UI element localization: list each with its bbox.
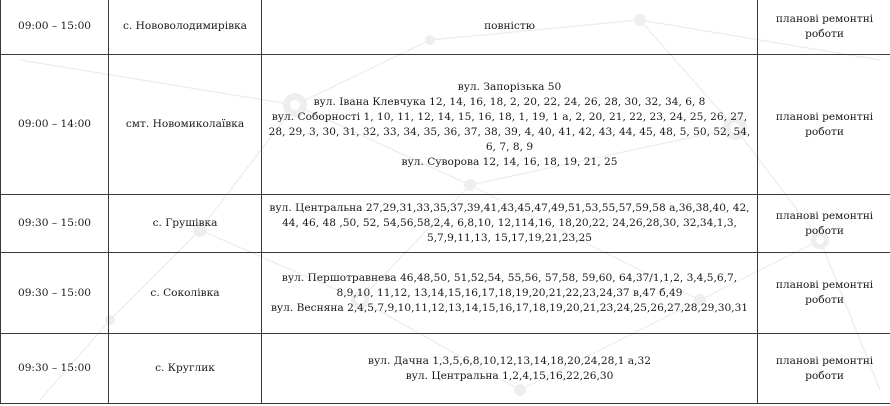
street-line: вул. Центральна 1,2,4,15,16,22,26,30 bbox=[405, 369, 614, 382]
table-row bbox=[1, 195, 890, 253]
outage-reason: планові ремонтні роботи bbox=[758, 334, 890, 404]
settlement-name: с. Соколівка bbox=[109, 253, 262, 334]
street-line: вул. Центральна 27,29,31,33,35,37,39,41,43,45,47,49,51,53,55,57,59,58 а,36,38,40, 42, 44, 46, 48 ,50, 52, 54,56,58,2,4, 6,8,10, 12,114,16, 18,20,22, 24,26,28,30, 32,34,1,3, 5,7,9,11,13, 15,17,19,21,23,25 bbox=[269, 202, 750, 244]
outage-reason: планові ремонтні роботи bbox=[758, 195, 890, 253]
outage-reason: планові ремонтні роботи bbox=[758, 0, 890, 55]
street-line: вул. Суворова 12, 14, 16, 18, 19, 21, 25 bbox=[401, 155, 618, 168]
outage-time: 09:30 – 15:00 bbox=[1, 253, 109, 334]
settlement-name: смт. Новомиколаївка bbox=[109, 55, 262, 195]
street-line: вул. Весняна 2,4,5,7,9,10,11,12,13,14,15,16,17,18,19,20,21,23,24,25,26,27,28,29,30,31 bbox=[270, 301, 749, 314]
street-line: повністю bbox=[484, 20, 535, 32]
table-row bbox=[1, 253, 890, 334]
outage-reason: планові ремонтні роботи bbox=[758, 55, 890, 195]
street-line: вул. Першотравнева 46,48,50, 51,52,54, 55,56, 57,58, 59,60, 64,37/1,1,2, 3,4,5,6,7, 8,9,10, 11,12, 13,14,15,16,17,18,19,20,21,22,23,24,37 в,47 б,49 bbox=[281, 271, 738, 299]
street-line: вул. Соборності 1, 10, 11, 12, 14, 15, 16, 18, 1, 19, 1 а, 2, 20, 21, 22, 23, 24, 25, 26, 27, 28, 29, 3, 30, 31, 32, 33, 34, 35, 36, 37, 38, 39, 4, 40, 41, 42, 43, 44, 45, 48, 5, 50, 52, 54, 6, 7, 8, 9 bbox=[268, 110, 751, 153]
outage-time: 09:00 – 15:00 bbox=[1, 0, 109, 55]
street-line: вул. Запорізька 50 bbox=[457, 80, 562, 93]
streets-cell bbox=[262, 334, 758, 404]
streets-cell bbox=[262, 195, 758, 253]
table-row bbox=[1, 55, 890, 195]
outage-reason: планові ремонтні роботи bbox=[758, 253, 890, 334]
street-line: вул. Дачна 1,3,5,6,8,10,12,13,14,18,20,24,28,1 а,32 bbox=[368, 354, 651, 367]
street-line: вул. Івана Клевчука 12, 14, 16, 18, 2, 20, 22, 24, 26, 28, 30, 32, 34, 6, 8 bbox=[313, 95, 706, 108]
settlement-name: с. Грушівка bbox=[109, 195, 262, 253]
outage-time: 09:00 – 14:00 bbox=[1, 55, 109, 195]
streets-cell bbox=[262, 0, 758, 55]
settlement-name: с. Нововолодимирівка bbox=[109, 0, 262, 55]
outage-time: 09:30 – 15:00 bbox=[1, 195, 109, 253]
streets-cell bbox=[262, 55, 758, 195]
outage-time: 09:30 – 15:00 bbox=[1, 334, 109, 404]
table-row bbox=[1, 334, 890, 404]
settlement-name: с. Круглик bbox=[109, 334, 262, 404]
table-row bbox=[1, 0, 890, 55]
streets-cell bbox=[262, 253, 758, 334]
